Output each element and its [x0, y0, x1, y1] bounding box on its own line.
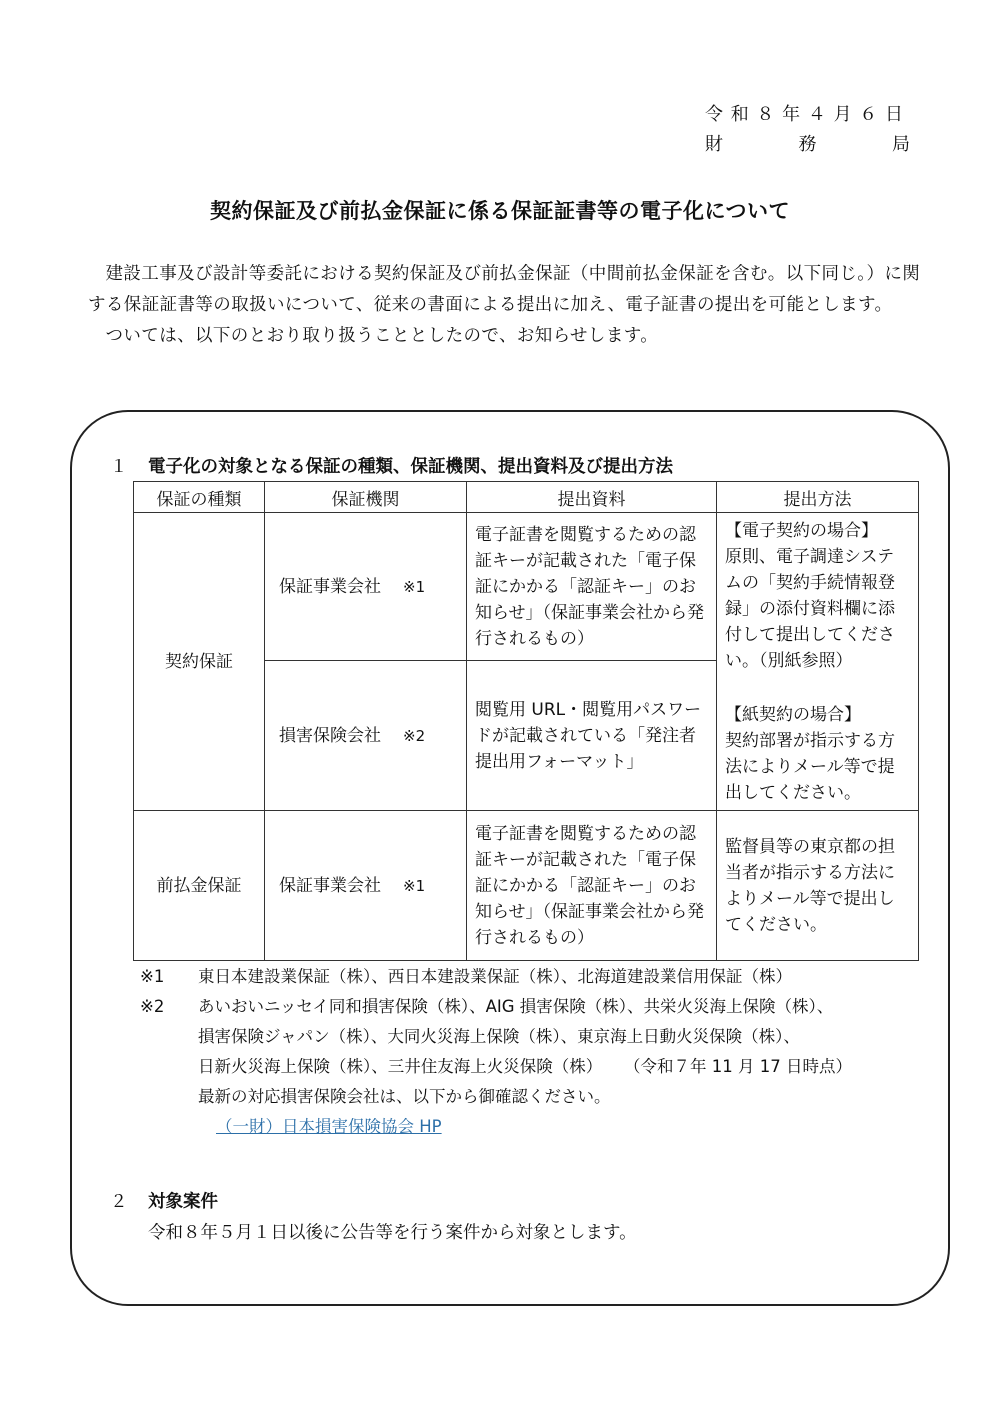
guarantee-table	[133, 481, 919, 961]
documents-cell: 電子証書を閲覧するための認証キーが記載された「電子保証にかかる「認証キー」のお知らせ」（保証事業会社から発行されるもの）	[467, 811, 717, 961]
footnote-mark: ※1	[403, 876, 426, 895]
footnote-1	[140, 962, 852, 992]
guarantee-type-cell: 契約保証	[134, 513, 265, 811]
footnote-text: 最新の対応損害保険会社は、以下から御確認ください。	[198, 1087, 611, 1106]
section-title: 電子化の対象となる保証の種類、保証機関、提出資料及び提出方法	[148, 457, 673, 477]
method-paper	[725, 702, 910, 806]
footnote-text	[198, 1052, 852, 1082]
section-number: ２	[110, 1192, 128, 1212]
footnote-mark: ※2	[403, 726, 426, 745]
method-electronic	[725, 518, 910, 674]
provider-cell	[265, 513, 467, 661]
documents-cell: 電子証書を閲覧するための認証キーが記載された「電子保証にかかる「認証キー」のお知らせ」（保証事業会社から発行されるもの）	[467, 513, 717, 661]
method-cell: 監督員等の東京都の担当者が指示する方法によりメール等で提出してください。	[717, 811, 919, 961]
section1-heading	[110, 453, 673, 478]
department-char: 財	[705, 134, 723, 155]
section-number: １	[110, 457, 128, 477]
issue-date: 令和８年４月６日	[705, 104, 910, 125]
header-block	[705, 100, 910, 160]
footnote-text: 損害保険ジャパン（株）、大同火災海上保険（株）、東京海上日動火災保険（株）、	[198, 1027, 800, 1046]
method-electronic-title: 【電子契約の場合】	[725, 520, 878, 541]
provider-name: 保証事業会社	[279, 576, 381, 597]
method-cell	[717, 513, 919, 811]
guarantee-type-cell: 前払金保証	[134, 811, 265, 961]
footnote-mark: ※1	[403, 577, 426, 596]
provider-cell	[265, 661, 467, 811]
issuing-department	[705, 130, 910, 160]
intro-text	[88, 259, 938, 352]
as-of-date: （令和７年 11 月 17 日時点）	[632, 1057, 852, 1076]
department-char: 務	[798, 134, 817, 155]
intro-paragraph: 建設工事及び設計等委託における契約保証及び前払金保証（中間前払金保証を含む。以下同じ。）に関する保証証書等の取扱いについて、従来の書面による提出に加え、電子証書の提出を可能とします。	[88, 264, 921, 315]
document-title: 契約保証及び前払金保証に係る保証証書等の電子化について	[209, 199, 791, 223]
footnote-body	[198, 992, 852, 1142]
footnote-body	[198, 962, 792, 992]
section2-heading	[110, 1188, 218, 1213]
footnote-mark: ※2	[140, 997, 165, 1016]
method-paper-body: 契約部署が指示する方法によりメール等で提出してください。	[725, 730, 895, 803]
footnote-text: あいおいニッセイ同和損害保険（株）、AIG 損害保険（株）、共栄火災海上保険（株）、	[198, 997, 834, 1016]
column-header: 保証の種類	[134, 482, 265, 513]
column-header: 提出資料	[467, 482, 717, 513]
footnote-text-part: 日新火災海上保険（株）、三井住友海上火災保険（株）	[198, 1057, 603, 1076]
footnote-2	[140, 992, 852, 1142]
column-header: 保証機関	[265, 482, 467, 513]
insurance-association-link[interactable]: （一財）日本損害保険協会 HP	[216, 1117, 442, 1136]
table-row	[134, 513, 919, 661]
table-header-row	[134, 482, 919, 513]
department-char: 局	[892, 134, 910, 155]
documents-cell: 閲覧用 URL・閲覧用パスワードが記載されている「発注者提出用フォーマット」	[467, 661, 717, 811]
provider-name: 損害保険会社	[279, 725, 381, 746]
method-paper-title: 【紙契約の場合】	[725, 704, 861, 725]
section2-text: 令和８年５月１日以後に公告等を行う案件から対象とします。	[148, 1223, 637, 1243]
footnote-mark: ※1	[140, 967, 165, 986]
intro-paragraph: ついては、以下のとおり取り扱うこととしたので、お知らせします。	[105, 326, 659, 346]
column-header: 提出方法	[717, 482, 919, 513]
section-title: 対象案件	[148, 1192, 218, 1212]
provider-name: 保証事業会社	[279, 875, 381, 896]
provider-cell	[265, 811, 467, 961]
footnotes	[140, 962, 852, 1142]
method-electronic-body: 原則、電子調達システムの「契約手続情報登録」の添付資料欄に添付して提出してください。（別紙参照）	[725, 546, 895, 671]
footnote-text: 東日本建設業保証（株）、西日本建設業保証（株）、北海道建設業信用保証（株）	[198, 967, 792, 986]
table-row	[134, 811, 919, 961]
